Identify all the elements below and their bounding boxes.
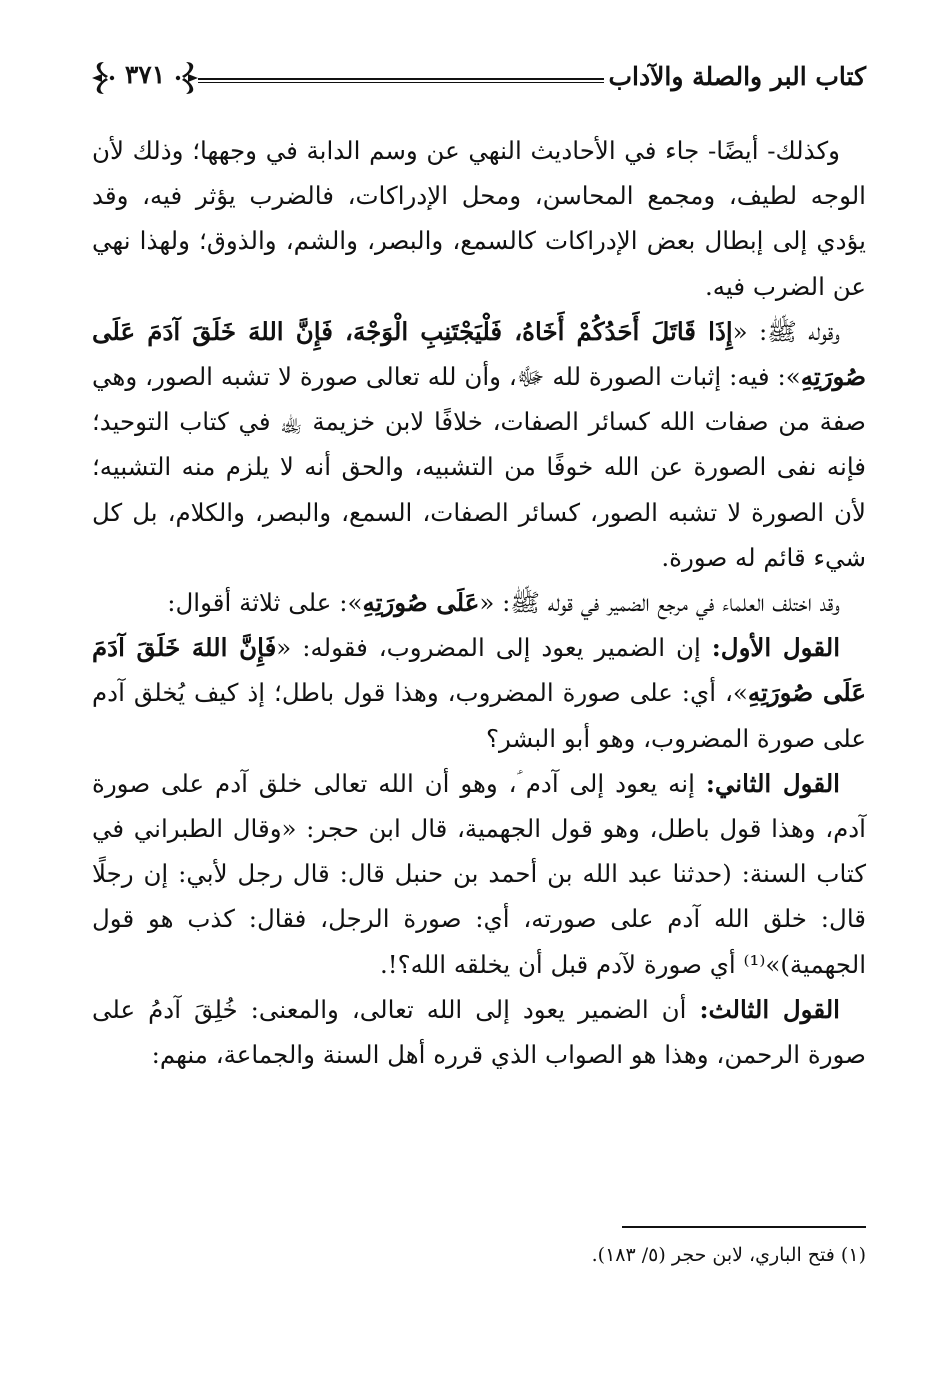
paragraph-text: وقوله ﷺ: « <box>732 316 840 346</box>
paragraph <box>92 625 866 761</box>
page-header <box>90 52 866 108</box>
paragraph <box>92 761 866 987</box>
paragraph <box>92 580 866 625</box>
paragraph <box>92 128 866 309</box>
footnote-rule <box>622 1226 866 1228</box>
paragraph-text: »: فيه: إثبات الصورة لله ﷻ، وأن لله تعالى صورة لا تشبه الصور، وهي صفة من صفات الله كسائر الصفات، خلافًا لابن خزيمة ﵀ في كتاب التوحيد؛ فإنه نفى الصورة عن الله خوفًا من التشبيه، والحق أنه لا يلزم منه التشبيه؛ لأن الصورة لا تشبه الصور، كسائر الصفات، السمع، والبصر، والكلام، بل كل شيء قائم له صورة. <box>92 362 866 572</box>
paragraph <box>92 987 866 1077</box>
emphasized-text: عَلَى صُورَتِهِ <box>362 588 480 618</box>
paragraph-text: إن الضمير يعود إلى المضروب، فقوله: « <box>276 633 712 663</box>
paragraph <box>92 309 866 580</box>
paragraph-text: »: على ثلاثة أقوال: <box>167 588 363 618</box>
paragraph-text: إنه يعود إلى آدم ؑ، وهو أن الله تعالى خلق آدم على صورة آدم، وهذا قول باطل، وهو قول الجهمية، قال ابن حجر: «وقال الطبراني في كتاب السنة: (حدثنا عبد الله بن أحمد بن حنبل قال: قال رجل لأبي: إن رجلًا قال: خلق الله آدم على صورته، أي: صورة الرجل، فقال: كذب هو قول الجهمية)»⁽¹⁾ أي صورة لآدم قبل أن يخلقه الله؟!. <box>92 768 866 979</box>
paragraph-text: »، أي: على صورة المضروب، وهذا قول باطل؛ إذ كيف يُخلق آدم على صورة المضروب، وهو أبو البشر؟ <box>92 678 866 753</box>
footnote: (١) فتح الباري، لابن حجر (٥/ ١٨٣). <box>591 1244 866 1266</box>
emphasized-text: القول الثالث: <box>699 994 840 1024</box>
paragraph-text: وقد اختلف العلماء في مرجع الضمير في قوله ﷺ: « <box>479 588 840 618</box>
main-text <box>92 128 866 1077</box>
paragraph-text: وكذلك- أيضًا- جاء في الأحاديث النهي عن وسم الدابة في وجهها؛ وذلك لأن الوجه لطيف، ومجمع المحاسن، ومحل الإدراكات، فالضرب يؤثر فيه، وقد يؤدي إلى إبطال بعض الإدراكات كالسمع، والبصر، والشم، والذوق؛ ولهذا نهي عن الضرب فيه. <box>92 136 866 301</box>
book-title: كتاب البر والصلة والآداب <box>608 62 866 91</box>
page-number: ٣٧١ <box>124 60 166 89</box>
emphasized-text: فَإِنَّ اللهَ خَلَقَ آدَمَ عَلَى صُورَتِهِ <box>92 633 866 708</box>
emphasized-text: القول الأول: <box>711 633 841 663</box>
paragraph-text: أن الضمير يعود إلى الله تعالى، والمعنى: خُلِقَ آدمُ على صورة الرحمن، وهذا هو الصواب الذي قرره أهل السنة والجماعة، منهم: <box>92 994 866 1070</box>
emphasized-text: إِذَا قَاتَلَ أَحَدُكُمْ أَخَاهُ، فَلْيَجْتَنِبِ الْوَجْهَ، فَإِنَّ اللهَ خَلَقَ آدَمَ عَلَى صُورَتِهِ <box>92 316 866 392</box>
header-rule <box>198 78 604 83</box>
emphasized-text: القول الثاني: <box>705 768 840 798</box>
